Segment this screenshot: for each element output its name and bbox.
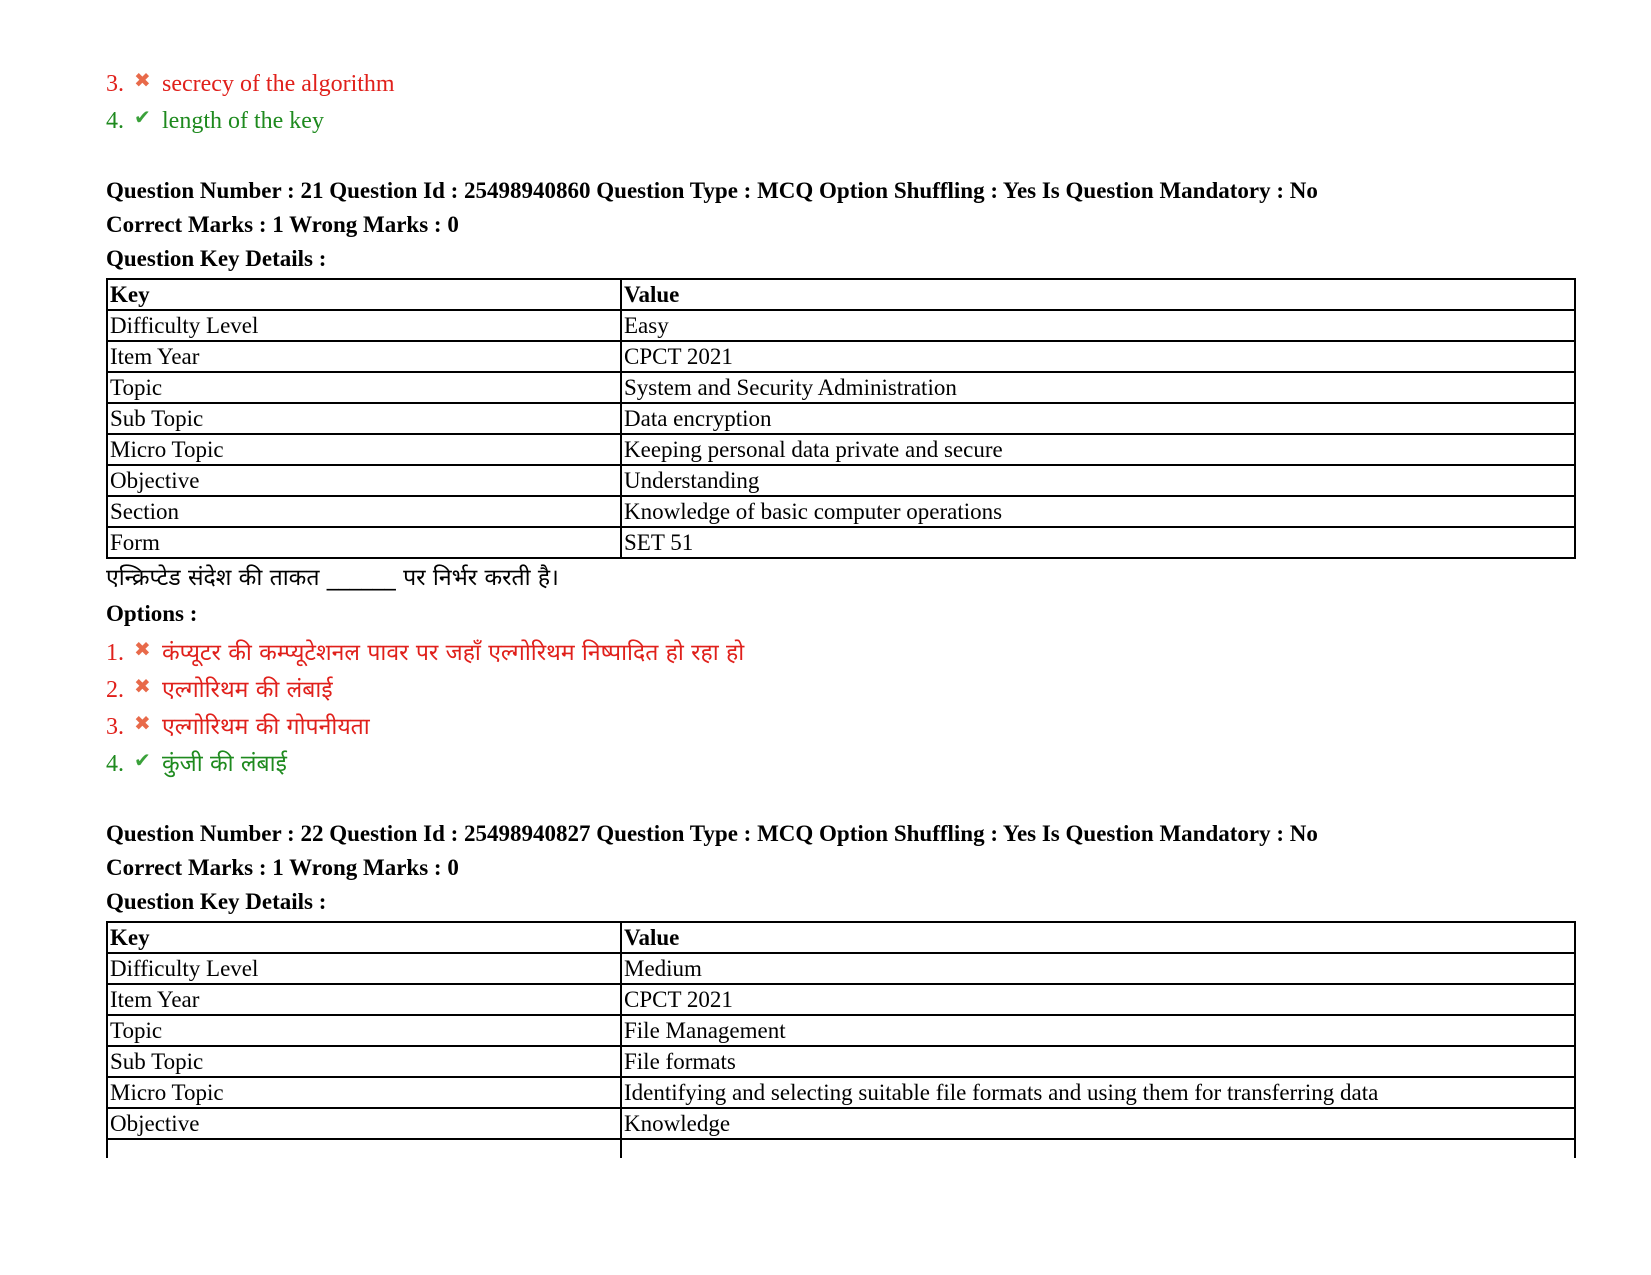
- option-number: 4.: [106, 108, 124, 134]
- option-2: [106, 668, 1576, 705]
- table-row: [107, 1108, 1575, 1139]
- table-row: [107, 984, 1575, 1015]
- spacer: [106, 779, 1576, 817]
- table-row: [107, 465, 1575, 496]
- column-header-key: Key: [107, 279, 621, 310]
- row-key: Difficulty Level: [107, 310, 621, 341]
- cross-icon: ✖: [134, 637, 151, 661]
- option-number: 1.: [106, 640, 124, 666]
- row-value: File formats: [621, 1046, 1575, 1077]
- option-text: एल्गोरिथम की गोपनीयता: [162, 714, 370, 740]
- row-key: Item Year: [107, 984, 621, 1015]
- question-21: [106, 174, 1576, 779]
- table-row: [107, 372, 1575, 403]
- marks-line: Correct Marks : 1 Wrong Marks : 0: [106, 855, 459, 880]
- table-header-row: [107, 922, 1575, 953]
- marks-line: Correct Marks : 1 Wrong Marks : 0: [106, 212, 459, 237]
- row-value: File Management: [621, 1015, 1575, 1046]
- row-key: [107, 1139, 621, 1158]
- row-key: Objective: [107, 1108, 621, 1139]
- check-icon: ✔: [134, 105, 151, 129]
- row-key: Topic: [107, 372, 621, 403]
- question-header: Question Number : 21 Question Id : 25498940860 Question Type : MCQ Option Shuffling : Yes Is Question Mandatory : No: [106, 178, 1318, 203]
- row-key: Form: [107, 527, 621, 558]
- cross-icon: ✖: [134, 711, 151, 735]
- row-value: Data encryption: [621, 403, 1575, 434]
- row-key: Difficulty Level: [107, 953, 621, 984]
- row-value: Understanding: [621, 465, 1575, 496]
- row-value: Keeping personal data private and secure: [621, 434, 1575, 465]
- key-details-table: [106, 921, 1576, 1158]
- document-page: [106, 62, 1576, 1158]
- options-label: Options :: [106, 601, 198, 626]
- table-row: [107, 1046, 1575, 1077]
- row-value: Easy: [621, 310, 1575, 341]
- table-header-row: [107, 279, 1575, 310]
- option-4: [106, 742, 1576, 779]
- table-row: [107, 496, 1575, 527]
- cross-icon: ✖: [134, 68, 151, 92]
- table-row: [107, 341, 1575, 372]
- option-number: 2.: [106, 677, 124, 703]
- option-text: एल्गोरिथम की लंबाई: [162, 677, 333, 703]
- check-icon: ✔: [134, 748, 151, 772]
- option-number: 4.: [106, 751, 124, 777]
- table-row: [107, 1015, 1575, 1046]
- key-details-label: Question Key Details :: [106, 246, 327, 271]
- column-header-value: Value: [621, 922, 1575, 953]
- row-value: Identifying and selecting suitable file formats and using them for transferring data: [621, 1077, 1575, 1108]
- question-text: एन्क्रिप्टेड संदेश की ताकत ______ पर निर्भर करती है।: [106, 565, 559, 591]
- prev-option-3: [106, 62, 1576, 99]
- option-number: 3.: [106, 71, 124, 97]
- table-row: [107, 403, 1575, 434]
- key-details-label: Question Key Details :: [106, 889, 327, 914]
- row-value: [621, 1139, 1575, 1158]
- question-22: [106, 817, 1576, 1158]
- key-details-table: [106, 278, 1576, 559]
- row-key: Sub Topic: [107, 403, 621, 434]
- prev-option-4: [106, 99, 1576, 136]
- table-row: [107, 953, 1575, 984]
- table-row: [107, 527, 1575, 558]
- option-3: [106, 705, 1576, 742]
- cross-icon: ✖: [134, 674, 151, 698]
- row-value: Knowledge: [621, 1108, 1575, 1139]
- row-value: CPCT 2021: [621, 341, 1575, 372]
- table-row-cut-off: [107, 1139, 1575, 1158]
- row-key: Sub Topic: [107, 1046, 621, 1077]
- question-header: Question Number : 22 Question Id : 25498940827 Question Type : MCQ Option Shuffling : Yes Is Question Mandatory : No: [106, 821, 1318, 846]
- row-key: Micro Topic: [107, 1077, 621, 1108]
- option-text: कुंजी की लंबाई: [162, 751, 287, 777]
- option-text: length of the key: [162, 108, 324, 134]
- row-value: System and Security Administration: [621, 372, 1575, 403]
- row-value: SET 51: [621, 527, 1575, 558]
- row-value: CPCT 2021: [621, 984, 1575, 1015]
- column-header-value: Value: [621, 279, 1575, 310]
- option-number: 3.: [106, 714, 124, 740]
- option-text: secrecy of the algorithm: [162, 71, 395, 97]
- row-value: Medium: [621, 953, 1575, 984]
- column-header-key: Key: [107, 922, 621, 953]
- row-value: Knowledge of basic computer operations: [621, 496, 1575, 527]
- option-1: [106, 631, 1576, 668]
- spacer: [106, 136, 1576, 174]
- row-key: Micro Topic: [107, 434, 621, 465]
- row-key: Objective: [107, 465, 621, 496]
- table-row: [107, 1077, 1575, 1108]
- row-key: Topic: [107, 1015, 621, 1046]
- row-key: Section: [107, 496, 621, 527]
- table-row: [107, 434, 1575, 465]
- table-row: [107, 310, 1575, 341]
- row-key: Item Year: [107, 341, 621, 372]
- option-text: कंप्यूटर की कम्प्यूटेशनल पावर पर जहाँ एल्गोरिथम निष्पादित हो रहा हो: [162, 640, 745, 666]
